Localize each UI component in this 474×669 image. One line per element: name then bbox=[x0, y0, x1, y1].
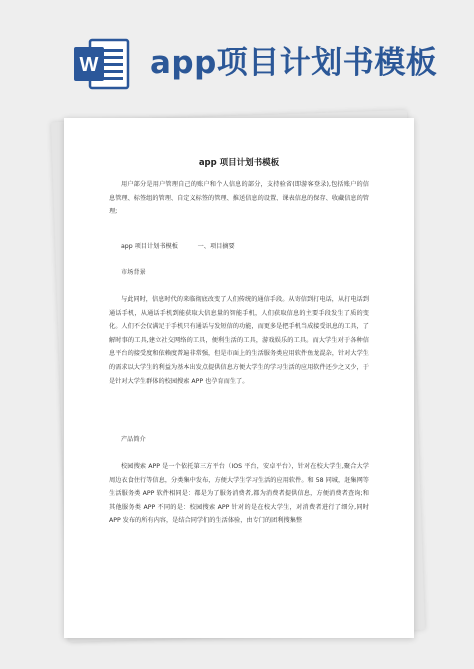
product-paragraph: 校园搜索 APP 是一个依托第三方平台（IOS 平台，安卓平台），针对在校大学生,聚合大学周边衣食住行等信息，分类集中发布，方便大学生学习生活的应用软件。和 58 同城，赶集网等生活服务类 APP 软件相同是：都是为了服务消费者,都为消费者提供信息，方便消费者查询;和其他服务类 APP 不同的是：校园搜索 APP 针对的是在校大学生，对消费者进行了细分,同时 APP 发布的所有内容，是结合同学们的生活体验，由专门的团利搜集整 bbox=[109, 463, 369, 525]
toc-line: app 项目计划书模板 一、项目摘要 bbox=[121, 243, 235, 250]
market-paragraph: 与此同时，信息时代的来临彻底改变了人们传统的通信手段。从寄信到打电话，从打电话到通话手机，从通话手机到能获取大信息量的智能手机，人们获取信息的主要手段发生了质的变化。人们不会仅满足于手机只有通话与发短信的功能，而更多是把手机当成接受讯息的工具，了解时事的工具,建立社交网络的工具，便利生活的工具，游戏娱乐的工具。而大学生对于各种信息平台的接受度和依赖度普遍非常强，但是市面上的生活服务类应用软件鱼龙混杂，针对大学生的需求以大学生的利益为基本出发点提供信息方便大学生的学习生活的应用软件还少之又少，于是针对大学生群体的校园搜索 APP 也孕育而生了。 bbox=[109, 296, 369, 385]
word-icon-letter: W bbox=[79, 54, 99, 76]
banner bbox=[0, 0, 474, 110]
section-heading-market: 市场背景 bbox=[121, 269, 146, 276]
section-heading-product: 产品简介 bbox=[121, 436, 146, 443]
document-page bbox=[64, 118, 414, 638]
banner-title: app项目计划书模板 bbox=[150, 45, 438, 81]
document-title: app 项目计划书模板 bbox=[198, 158, 280, 168]
intro-paragraph: 用户部分是用户管理自己的账户和个人信息的部分，支持验省(即游客登录),包括账户的信息管理、标签组的管理、自定义标签的管理、推送信息的设置、课表信息的保存、收藏信息的管理; bbox=[109, 181, 369, 216]
microsoft-word-icon bbox=[72, 38, 130, 90]
